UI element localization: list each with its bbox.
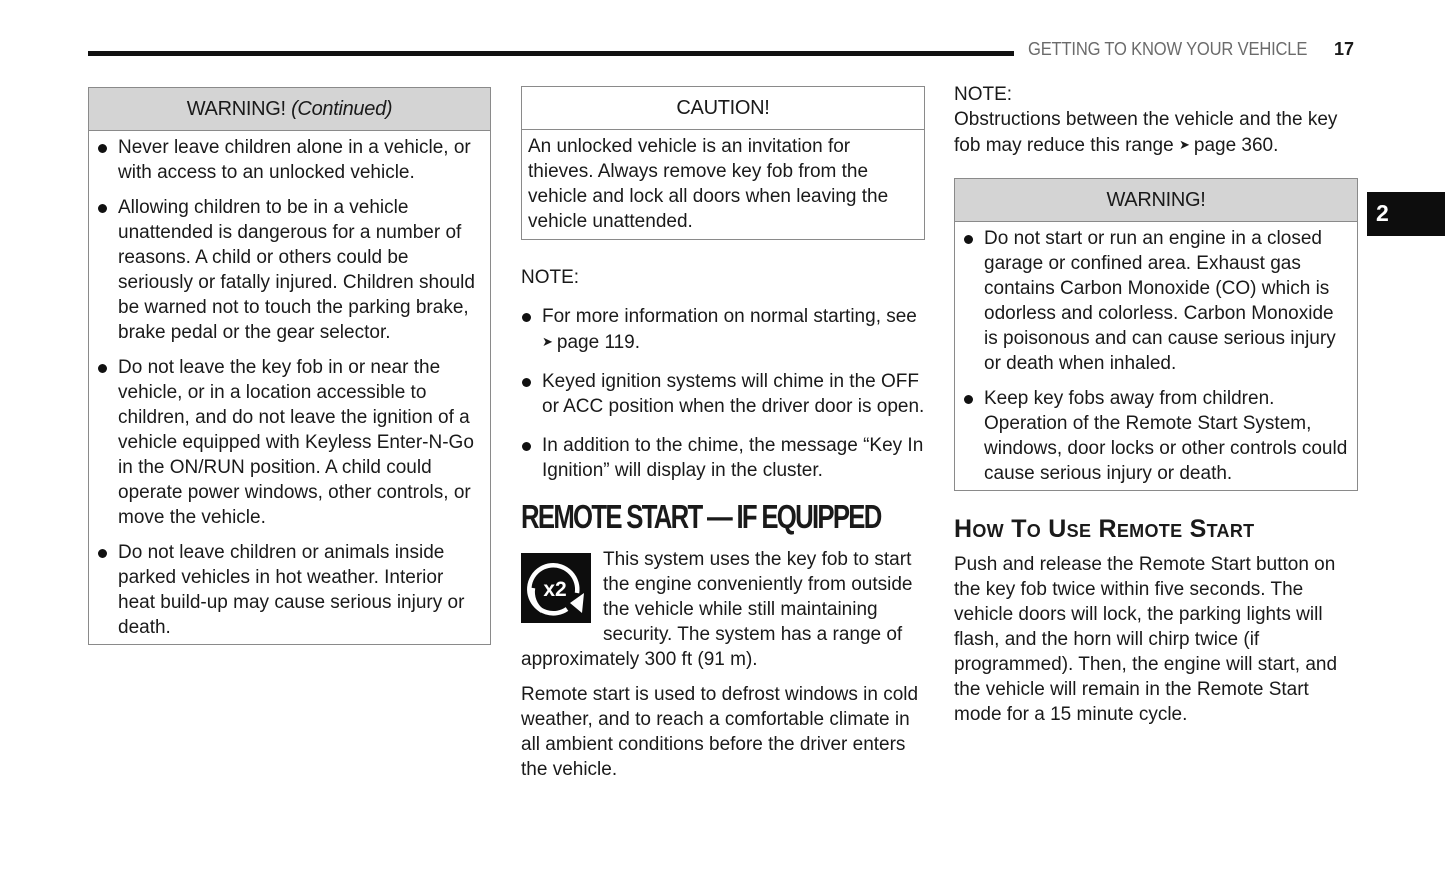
list-item: Keyed ignition systems will chime in the OFF or ACC position when the driver door is open. — [521, 369, 925, 419]
note-bullet-list — [521, 304, 925, 483]
chapter-tab-label: 2 — [1376, 200, 1389, 226]
note-label: NOTE: — [954, 84, 1013, 105]
remote-start-x2-icon — [521, 553, 591, 623]
warning-box-header: WARNING! — [955, 179, 1357, 222]
remote-start-intro-text: This system uses the key fob to start the engine conveniently from outside the vehicle while still maintaining security. The system has a range of approximately 300 ft (91 m). — [521, 549, 913, 670]
list-item — [521, 304, 925, 355]
page-number: 17 — [1334, 39, 1355, 59]
warning-box-body — [89, 131, 490, 644]
list-item: Do not leave the key fob in or near the vehicle, or in a location accessible to children, and do not leave the ignition of a vehicle equipped with Keyless Enter-N-Go in the ON/RUN position. A child could operate power windows, other controls, or move the vehicle. — [97, 355, 482, 530]
how-to-paragraph: Push and release the Remote Start button on the key fob twice within five seconds. The vehicle doors will lock, the parking lights will flash, and the horn will chirp twice (if programmed). Then, the engine will start, and the vehicle will remain in the Remote Start mode for a 15 minute cycle. — [954, 554, 1338, 725]
remote-start-intro — [521, 547, 925, 672]
warning-continued-box — [88, 87, 491, 645]
warning-bullet-list — [97, 135, 482, 640]
note-label: NOTE: — [521, 267, 580, 288]
section-title: REMOTE START — IF EQUIPPED — [521, 498, 881, 535]
warning-title: WARNING! — [186, 98, 286, 120]
list-item: In addition to the chime, the message “Key In Ignition” will display in the cluster. — [521, 433, 925, 483]
subsection-title: How To Use Remote Start — [954, 515, 1255, 543]
caution-text: An unlocked vehicle is an invitation for thieves. Always remove key fob from the vehicle and lock all doors when leaving the vehicle unattended. — [528, 136, 889, 232]
svg-text:x2: x2 — [543, 578, 567, 601]
warning-box-header — [89, 88, 490, 131]
page-reference-link[interactable]: page 119. — [556, 332, 641, 353]
page-reference-link[interactable]: page 360. — [1193, 135, 1279, 156]
left-column — [88, 87, 491, 645]
list-item: Allowing children to be in a vehicle unattended is dangerous for a number of reasons. A child or others could be seriously or fatally injured. Children should be warned not to touch the parking brake, brake pedal or the gear selector. — [97, 195, 482, 345]
remote-start-paragraph: Remote start is used to defrost windows in cold weather, and to reach a comfortable climate in all ambient conditions before the driver enters the vehicle. — [521, 684, 919, 780]
note-text: Obstructions between the vehicle and the key fob may reduce this range — [954, 109, 1338, 156]
list-item: Do not start or run an engine in a closed garage or confined area. Exhaust gas contains Carbon Monoxide (CO) which is odorless and colorless. Carbon Monoxide is poisonous and can cause serious injury or death when inhaled. — [963, 226, 1349, 376]
right-column — [954, 82, 1358, 727]
header-rule — [88, 51, 1014, 56]
list-item: Do not leave children or animals inside parked vehicles in hot weather. Interior heat build-up may cause serious injury or death. — [97, 540, 482, 640]
page-ref-arrow-icon: ➤ — [1178, 137, 1190, 152]
caution-box-header: CAUTION! — [522, 87, 924, 130]
warning-box — [954, 178, 1358, 491]
note-body — [954, 107, 1358, 158]
list-item: Never leave children alone in a vehicle, or with access to an unlocked vehicle. — [97, 135, 482, 185]
middle-column — [521, 86, 925, 782]
note-text: For more information on normal starting, see — [542, 306, 917, 327]
warning-continued-label: (Continued) — [291, 98, 393, 120]
running-header-title: GETTING TO KNOW YOUR VEHICLE — [1028, 39, 1308, 59]
warning-bullet-list — [963, 226, 1349, 486]
warning-box-body — [955, 222, 1357, 490]
caution-box — [521, 86, 925, 240]
chapter-tab[interactable] — [1367, 192, 1445, 236]
page-ref-arrow-icon: ➤ — [542, 334, 553, 349]
list-item: Keep key fobs away from children. Operation of the Remote Start System, windows, door locks or other controls could cause serious injury or death. — [963, 386, 1349, 486]
